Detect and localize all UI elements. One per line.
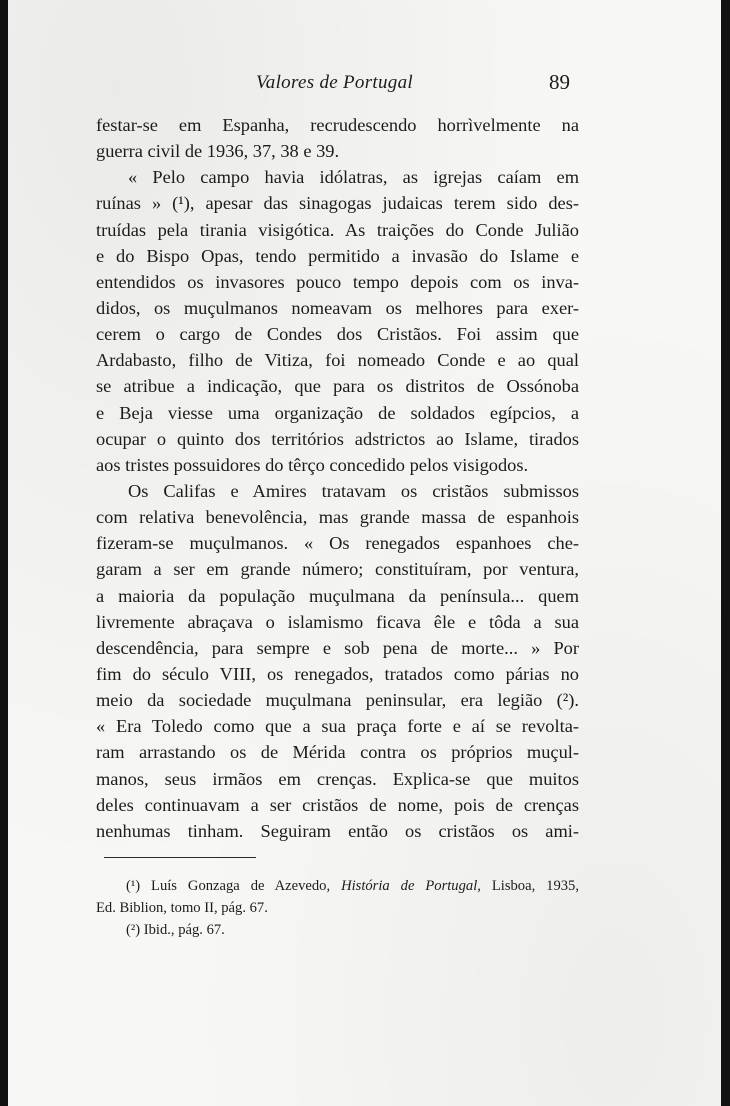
text-line: festar-se em Espanha, recrudescendo horrìvelmente na xyxy=(96,115,579,135)
page-number: 89 xyxy=(549,70,570,94)
footnote-1-imprint: Lisboa, 1935, xyxy=(491,878,579,894)
scan-edge-left xyxy=(0,0,8,1106)
text-line: « Pelo campo havia idólatras, as igrejas caíam em xyxy=(128,167,579,188)
text-line: ruínas » (¹), apesar das sinagogas judaicas terem sido des- xyxy=(96,193,579,214)
body-text xyxy=(96,112,579,844)
text-line: fizeram-se muçulmanos. « Os renegados espanhoes che- xyxy=(96,533,579,554)
text-line: com relativa benevolência, mas grande massa de espanhois xyxy=(96,507,579,528)
text-line: ocupar o quinto dos territórios adstrictos ao Islame, tirados xyxy=(96,428,579,449)
text-line: meio da sociedade muçulmana peninsular, era legião (²). xyxy=(96,690,579,711)
scan-edge-right xyxy=(721,0,730,1106)
text-line: a maioria da população muçulmana da península... quem xyxy=(96,585,579,606)
text-line: ram arrastando os de Mérida contra os próprios muçul- xyxy=(96,742,579,763)
text-line: se atribue a indicação, que para os distritos de Ossónoba xyxy=(96,376,579,397)
text-line: e do Bispo Opas, tendo permitido a invasão do Islame e xyxy=(96,245,579,266)
footnote-1-author: (¹) Luís Gonzaga de Azevedo, xyxy=(126,878,331,894)
text-line: descendência, para sempre e sob pena de morte... » Por xyxy=(96,637,579,658)
running-title: Valores de Portugal xyxy=(256,72,413,93)
text-line: garam a ser em grande número; constituíram, por ventura, xyxy=(96,559,579,580)
footnote-divider xyxy=(104,857,256,858)
text-line: livremente abraçava o islamismo ficava êle e tôda a sua xyxy=(96,611,579,632)
footnotes xyxy=(96,875,579,941)
text-line: Ardabasto, filho de Vitiza, foi nomeado Conde e ao qual xyxy=(96,350,579,371)
running-head xyxy=(8,70,721,100)
text-line: guerra civil de 1936, 37, 38 e 39. xyxy=(96,141,340,162)
text-line: « Era Toledo como que a sua praça forte e aí se revolta- xyxy=(96,716,579,737)
text-line: fim do século VIII, os renegados, tratados como párias no xyxy=(96,663,579,684)
text-line: Os Califas e Amires tratavam os cristãos submissos xyxy=(128,480,579,501)
text-line: entendidos os invasores pouco tempo depois com os inva- xyxy=(96,271,579,292)
text-line: e Beja viesse uma organização de soldados egípcios, a xyxy=(96,402,579,423)
text-line: aos tristes possuidores do têrço concedido pelos visigodos. xyxy=(96,454,529,475)
text-line: nenhumas tinham. Seguiram então os cristãos os ami- xyxy=(96,820,579,841)
text-line: cerem o cargo de Condes dos Cristãos. Foi assim que xyxy=(96,324,579,345)
text-line: didos, os muçulmanos nomeavam os melhores para exer- xyxy=(96,297,579,318)
text-line: truídas pela tirania visigótica. As traições do Conde Julião xyxy=(96,219,579,240)
footnote-2: (²) Ibid., pág. 67. xyxy=(126,922,225,938)
footnote-1-title: História de Portugal, xyxy=(341,878,481,894)
footnote-1-continuation: Ed. Biblion, tomo II, pág. 67. xyxy=(96,900,268,916)
text-line: manos, seus irmãos em crenças. Explica-se que muitos xyxy=(96,768,579,789)
book-page xyxy=(8,0,721,1106)
footnote-1 xyxy=(96,875,579,897)
text-line: deles continuavam a ser cristãos de nome, pois de crenças xyxy=(96,794,579,815)
